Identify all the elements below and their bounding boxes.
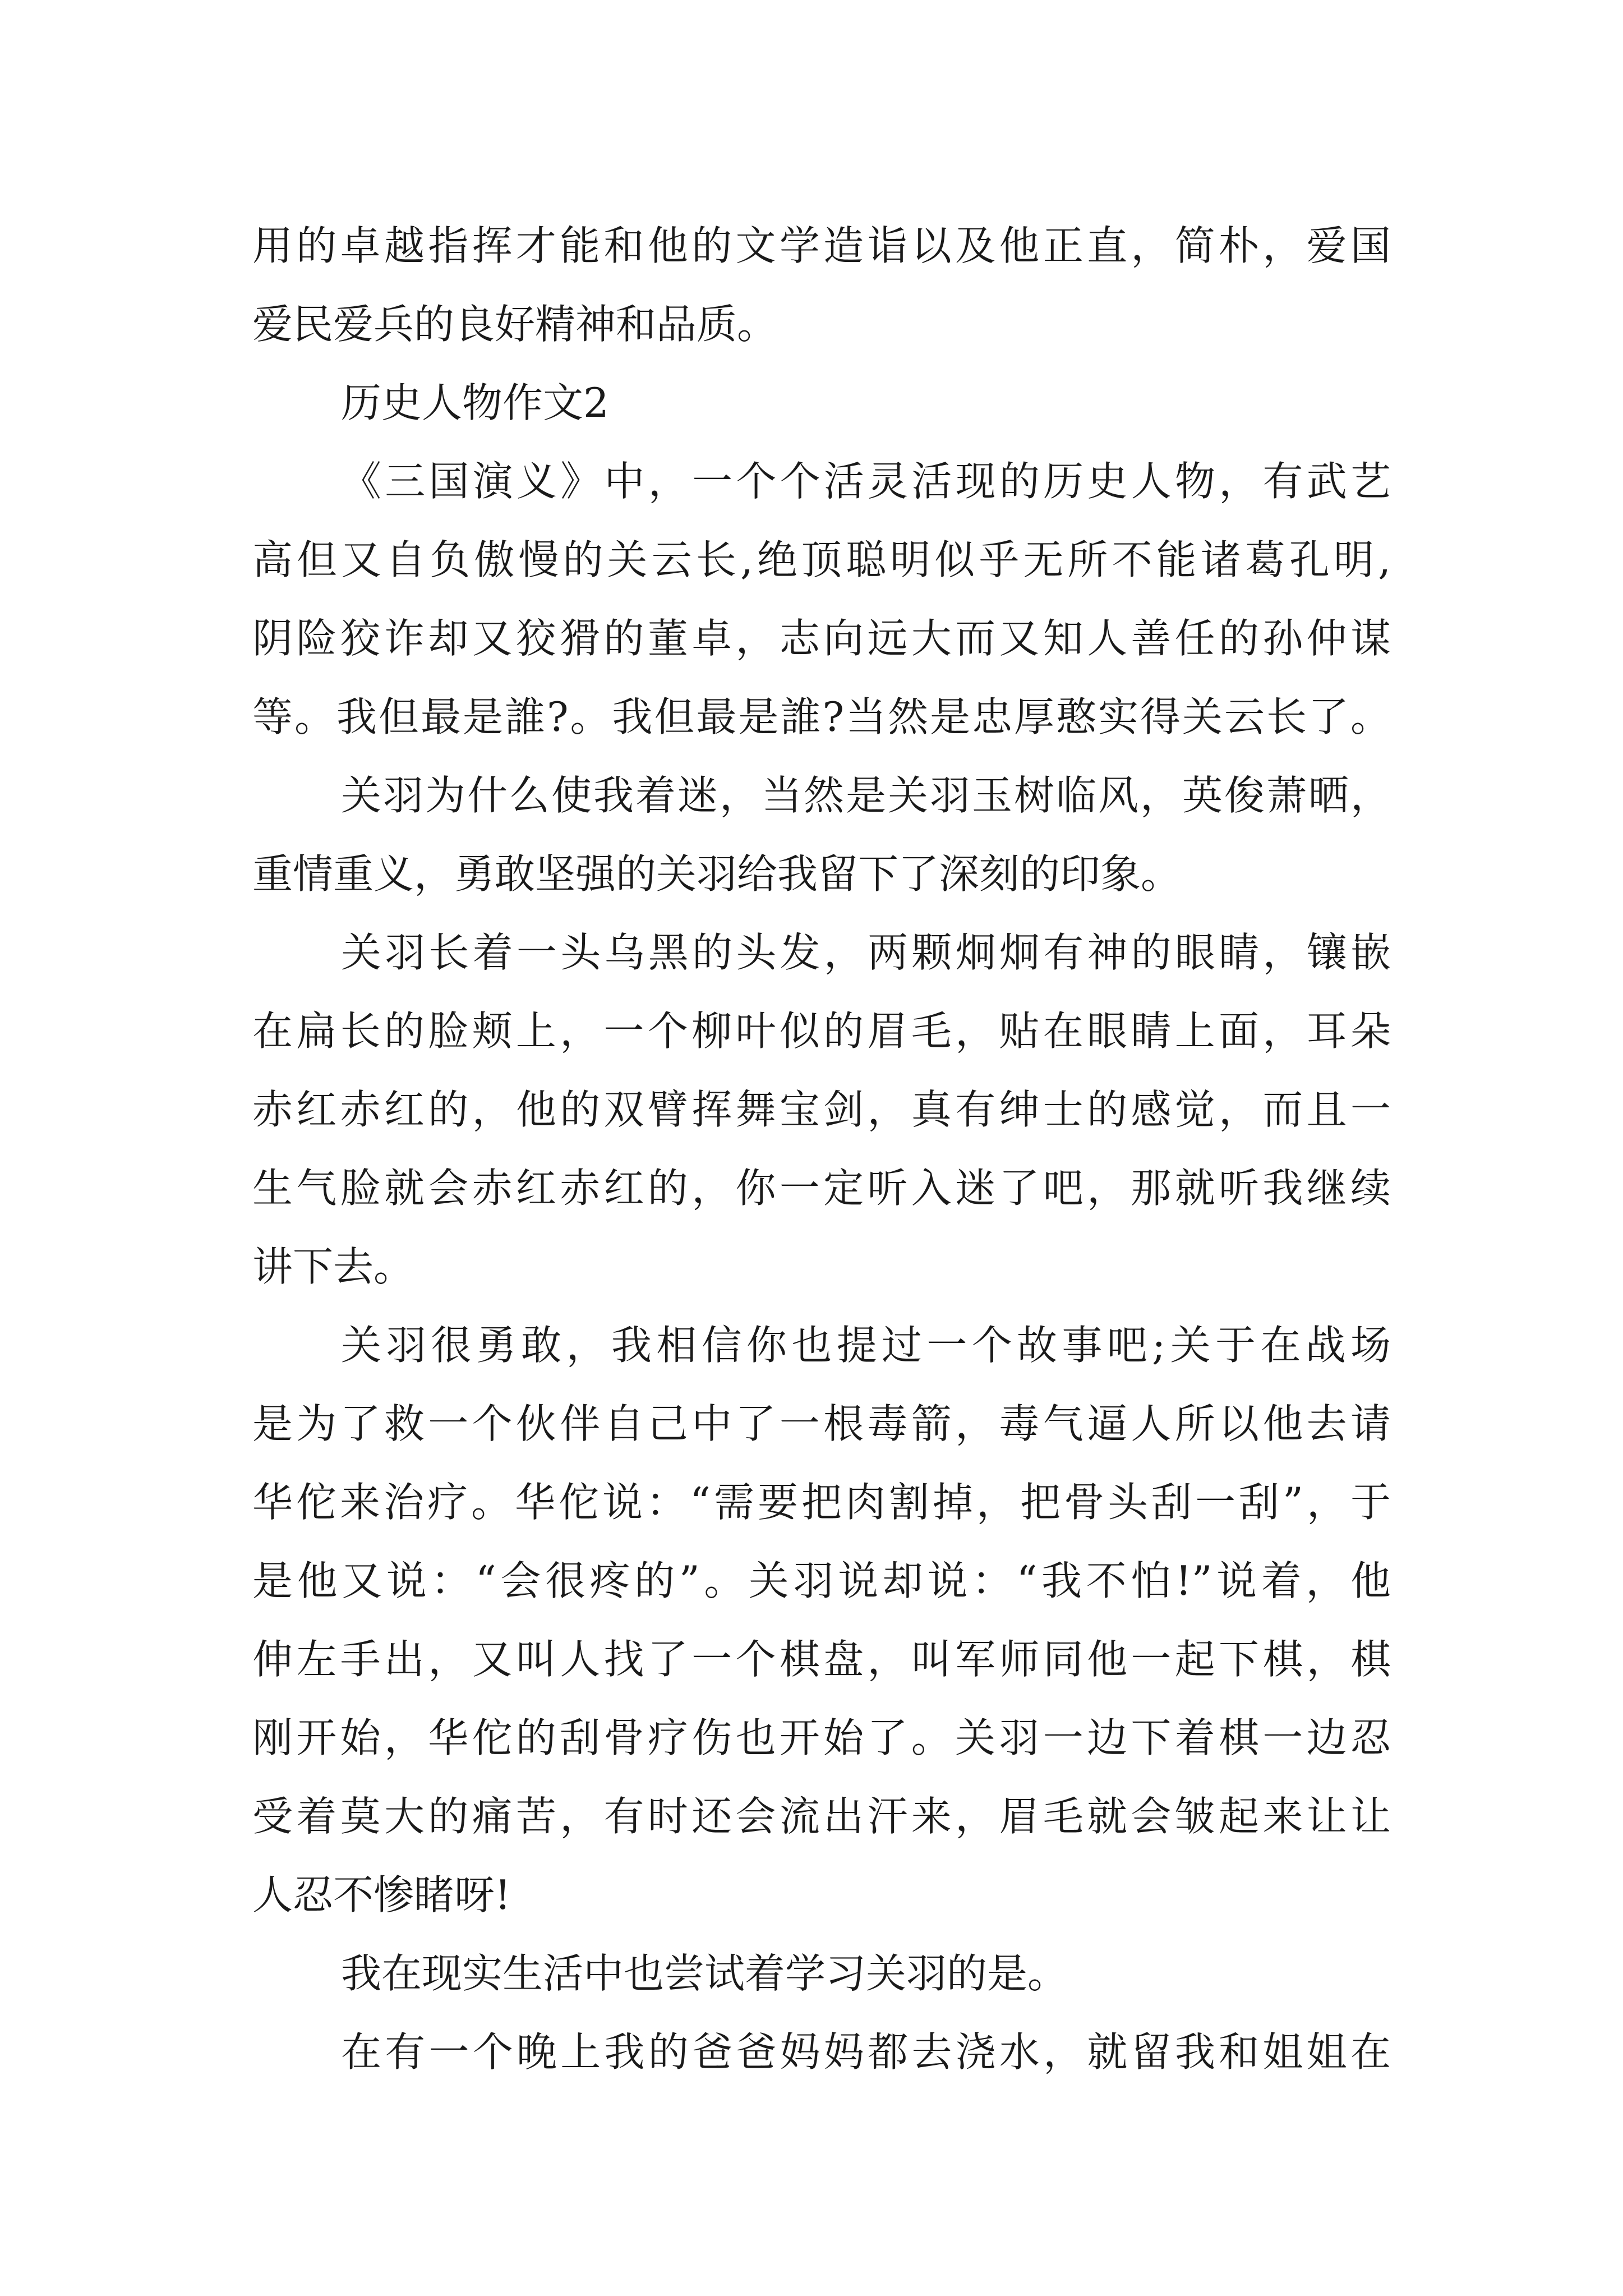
section-heading: 历史人物作文2: [341, 379, 609, 426]
text-line: 等。我但最是誰?。我但最是誰?当然是忠厚憨实得关云长了。: [252, 693, 1391, 740]
text-line: 我在现实生活中也尝试着学习关羽的是。: [341, 1950, 1068, 1997]
text-line: 人忍不惨睹呀!: [252, 1871, 511, 1918]
text-line: 《三国演义》中，一个个活灵活现的历史人物，有武艺: [341, 458, 1391, 505]
text-line: 赤红赤红的，他的双臂挥舞宝剑，真有绅士的感觉，而且一: [252, 1086, 1391, 1133]
text-line: 爱民爱兵的良好精神和品质。: [252, 301, 778, 348]
text-line: 在有一个晚上我的爸爸妈妈都去浇水，就留我和姐姐在: [341, 2028, 1391, 2076]
text-line: 华佗来治疗。华佗说：“需要把肉割掉，把骨头刮一刮”，于: [252, 1479, 1391, 1526]
text-line: 关羽为什么使我着迷，当然是关羽玉树临风，英俊萧晒，: [341, 772, 1391, 819]
text-line: 讲下去。: [252, 1243, 414, 1290]
text-line: 在扁长的脸颊上，一个柳叶似的眉毛，贴在眼睛上面，耳朵: [252, 1007, 1391, 1055]
text-line: 生气脸就会赤红赤红的，你一定听入迷了吧，那就听我继续: [252, 1165, 1391, 1212]
text-line: 关羽很勇敢，我相信你也提过一个故事吧;关于在战场: [341, 1322, 1391, 1369]
text-line: 用的卓越指挥才能和他的文学造诣以及他正直，简朴，爱国: [252, 222, 1391, 269]
text-line: 关羽长着一头乌黑的头发，两颗炯炯有神的眼睛，镶嵌: [341, 929, 1391, 976]
text-line: 阴险狡诈却又狡猾的董卓，志向远大而又知人善任的孙仲谋: [252, 615, 1391, 662]
body-text: [252, 206, 1391, 2091]
text-line: 刚开始，华佗的刮骨疗伤也开始了。关羽一边下着棋一边忍: [252, 1714, 1391, 1761]
text-line: 是为了救一个伙伴自己中了一根毒箭，毒气逼人所以他去请: [252, 1400, 1391, 1447]
text-line: 伸左手出，又叫人找了一个棋盘，叫军师同他一起下棋，棋: [252, 1636, 1391, 1683]
text-line: 重情重义，勇敢坚强的关羽给我留下了深刻的印象。: [252, 850, 1182, 898]
text-line: 是他又说：“会很疼的”。关羽说却说：“我不怕!”说着，他: [252, 1557, 1391, 1604]
text-line: 高但又自负傲慢的关云长,绝顶聪明似乎无所不能诸葛孔明,: [252, 536, 1391, 583]
text-line: 受着莫大的痛苦，有时还会流出汗来，眉毛就会皱起来让让: [252, 1793, 1391, 1840]
